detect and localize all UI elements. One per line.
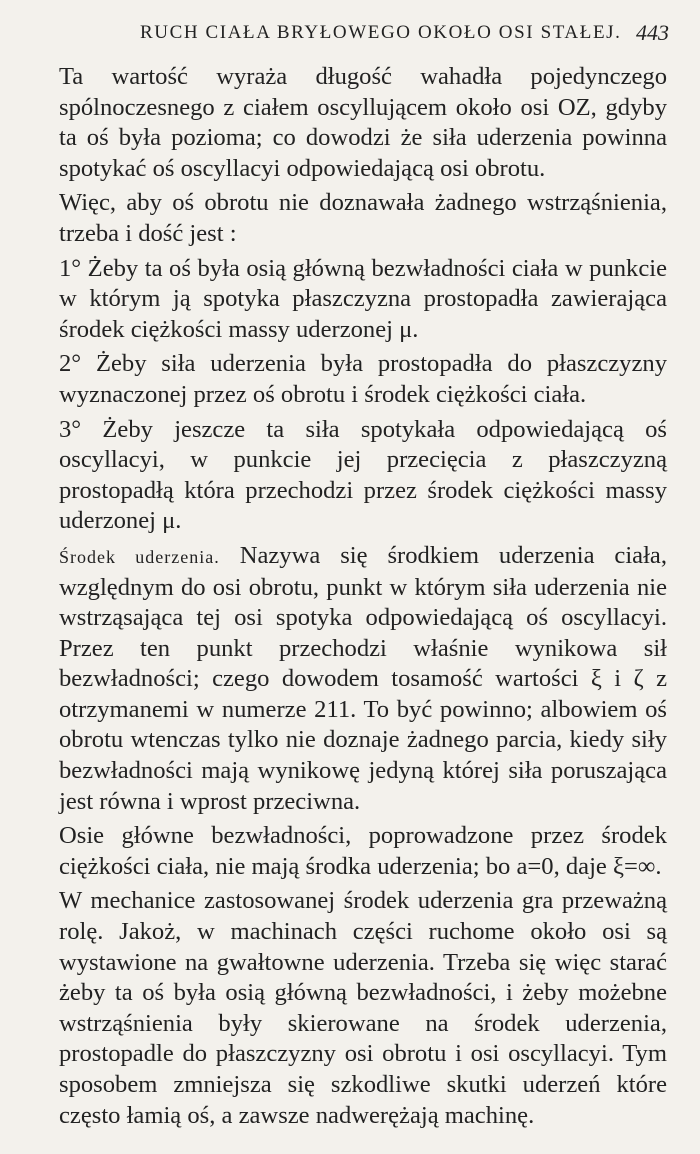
paragraph-1-text: Ta wartość wyraża długość wahadła pojedynczego spólnoczesnego z ciałem oscyllującem około osi OZ, gdyby ta oś była pozioma; co dowodzi że siła uderzenia powinna spotykać oś oscyllacyi odpowiedającą osi obrotu. xyxy=(59,63,667,182)
paragraph-2-text: Więc, aby oś obrotu nie doznawała żadnego wstrząśnienia, trzeba i dość jest : xyxy=(59,189,667,247)
principal-axes-paragraph xyxy=(59,821,667,882)
paragraph-1 xyxy=(59,62,667,184)
running-title: RUCH CIAŁA BRYŁOWEGO OKOŁO OSI STAŁEJ. xyxy=(140,22,622,43)
principal-axes-text: Osie główne bezwładności, poprowadzone przez środek ciężkości ciała, nie mają środka uderzenia; bo a=0, daje ξ=∞. xyxy=(59,822,667,880)
center-of-percussion-paragraph xyxy=(59,541,667,817)
condition-3 xyxy=(59,415,667,537)
paragraph-2 xyxy=(59,188,667,249)
running-head xyxy=(0,22,700,52)
condition-2 xyxy=(59,349,667,410)
condition-1 xyxy=(59,254,667,346)
body-text xyxy=(59,62,667,1131)
condition-3-text: 3° Żeby jeszcze ta siła spotykała odpowiedającą oś oscyllacyi, w punkcie jej przecięcia z płaszczyzną prostopadłą która przechodzi przez środek ciężkości massy uderzonej μ. xyxy=(59,415,667,535)
page-number: 443 xyxy=(636,20,669,45)
center-of-percussion-text: Nazywa się środkiem uderzenia ciała, względnym do osi obrotu, punkt w którym siła uderzenia nie wstrząsająca tej osi spotyka odpowiedającą oś oscyllacyi. Przez ten punkt przechodzi właśnie wynikowa sił bezwładności; czego dowodem tosamość wartości ξ i ζ z otrzymanemi w numerze 211. To być powinno; albowiem oś obrotu wtenczas tylko nie doznaje żadnego parcia, kiedy siły bezwładności mają wynikowę jedyną której siła poruszająca jest równa i wprost przeciwna. xyxy=(59,541,667,815)
applied-mechanics-text: W mechanice zastosowanej środek uderzenia gra przeważną rolę. Jakoż, w machinach części ruchome około osi są wystawione na gwałtowne uderzenia. Trzeba się więc starać żeby ta oś była osią główną bezwładności, i żeby możebne wstrząśnienia były skierowane na środek uderzenia, prostopadle do płaszczyzny osi obrotu i osi oscyllacyi. Tym sposobem zmniejsza się szkodliwe skutki uderzeń które często łamią oś, a zawsze nadwerężają machinę. xyxy=(59,887,667,1129)
section-label: Środek uderzenia. xyxy=(59,546,220,567)
condition-1-text: 1° Żeby ta oś była osią główną bezwładności ciała w punkcie w którym ją spotyka płaszczyzna prostopadła zawierająca środek ciężkości massy uderzonej μ. xyxy=(59,254,667,343)
applied-mechanics-paragraph xyxy=(59,886,667,1131)
condition-2-text: 2° Żeby siła uderzenia była prostopadła do płaszczyzny wyznaczonej przez oś obrotu i środek ciężkości ciała. xyxy=(59,350,667,408)
